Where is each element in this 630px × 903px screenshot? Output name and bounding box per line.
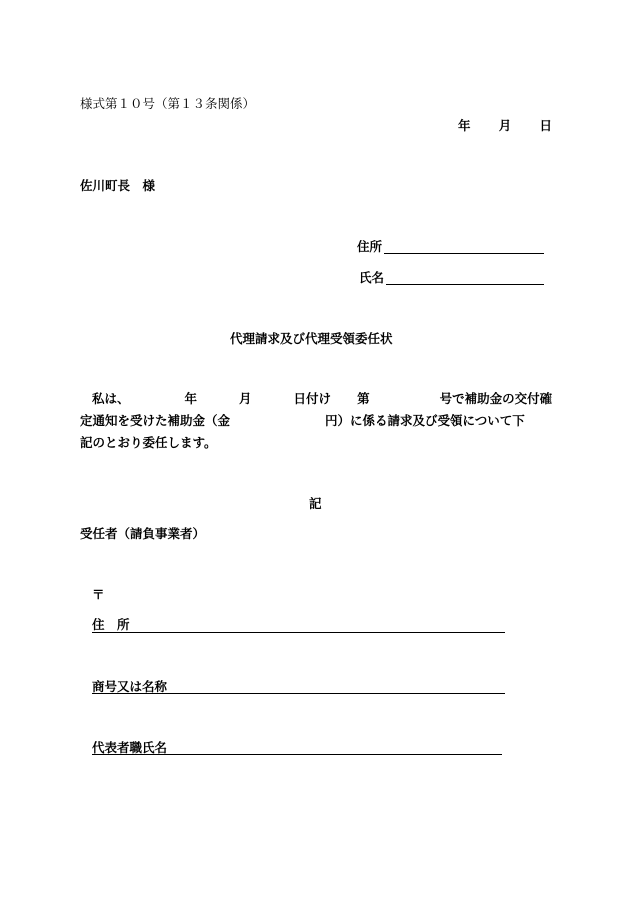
body-line2-head: 定通知を受けた補助金（金 [80, 413, 231, 428]
body-line-2 [80, 410, 552, 432]
agent-address-label: 住 所 [92, 617, 130, 632]
agent-representative-line[interactable] [92, 754, 502, 755]
document-title: 代理請求及び代理受領委任状 [230, 331, 393, 346]
addressee: 佐川町長 様 [80, 178, 156, 193]
body-notice-tail: 号で補助金の交付確 [439, 391, 553, 406]
date-year: 年 [458, 118, 471, 133]
body-month: 月 [239, 391, 252, 406]
body-paragraph [80, 388, 552, 454]
date-month: 月 [498, 118, 512, 133]
ki-heading: 記 [309, 496, 322, 511]
agent-heading: 受任者（請負事業者） [80, 526, 206, 541]
body-line-3: 記のとおり委任します。 [80, 435, 217, 450]
body-year: 年 [184, 391, 198, 406]
date-day: 日 [539, 118, 552, 133]
applicant-name-line[interactable] [386, 284, 544, 285]
date-line [458, 119, 552, 133]
body-dai: 第 [357, 391, 370, 406]
applicant-address-line[interactable] [384, 253, 544, 254]
body-intro: 私は、 [92, 391, 130, 406]
agent-representative-label: 代表者職氏名 [92, 740, 168, 755]
agent-address-line[interactable] [92, 632, 505, 633]
postal-mark: 〒 [92, 587, 105, 602]
body-line-1 [80, 388, 552, 410]
form-number: 様式第１０号（第１３条関係） [80, 96, 256, 111]
agent-company-line[interactable] [92, 693, 505, 694]
body-dated: 日付け [293, 391, 332, 406]
body-line2-tail: 円）に係る請求及び受領について下 [325, 413, 525, 428]
applicant-name-label: 氏名 [359, 270, 385, 285]
agent-company-label: 商号又は名称 [92, 679, 168, 694]
applicant-address-label: 住所 [357, 239, 383, 254]
